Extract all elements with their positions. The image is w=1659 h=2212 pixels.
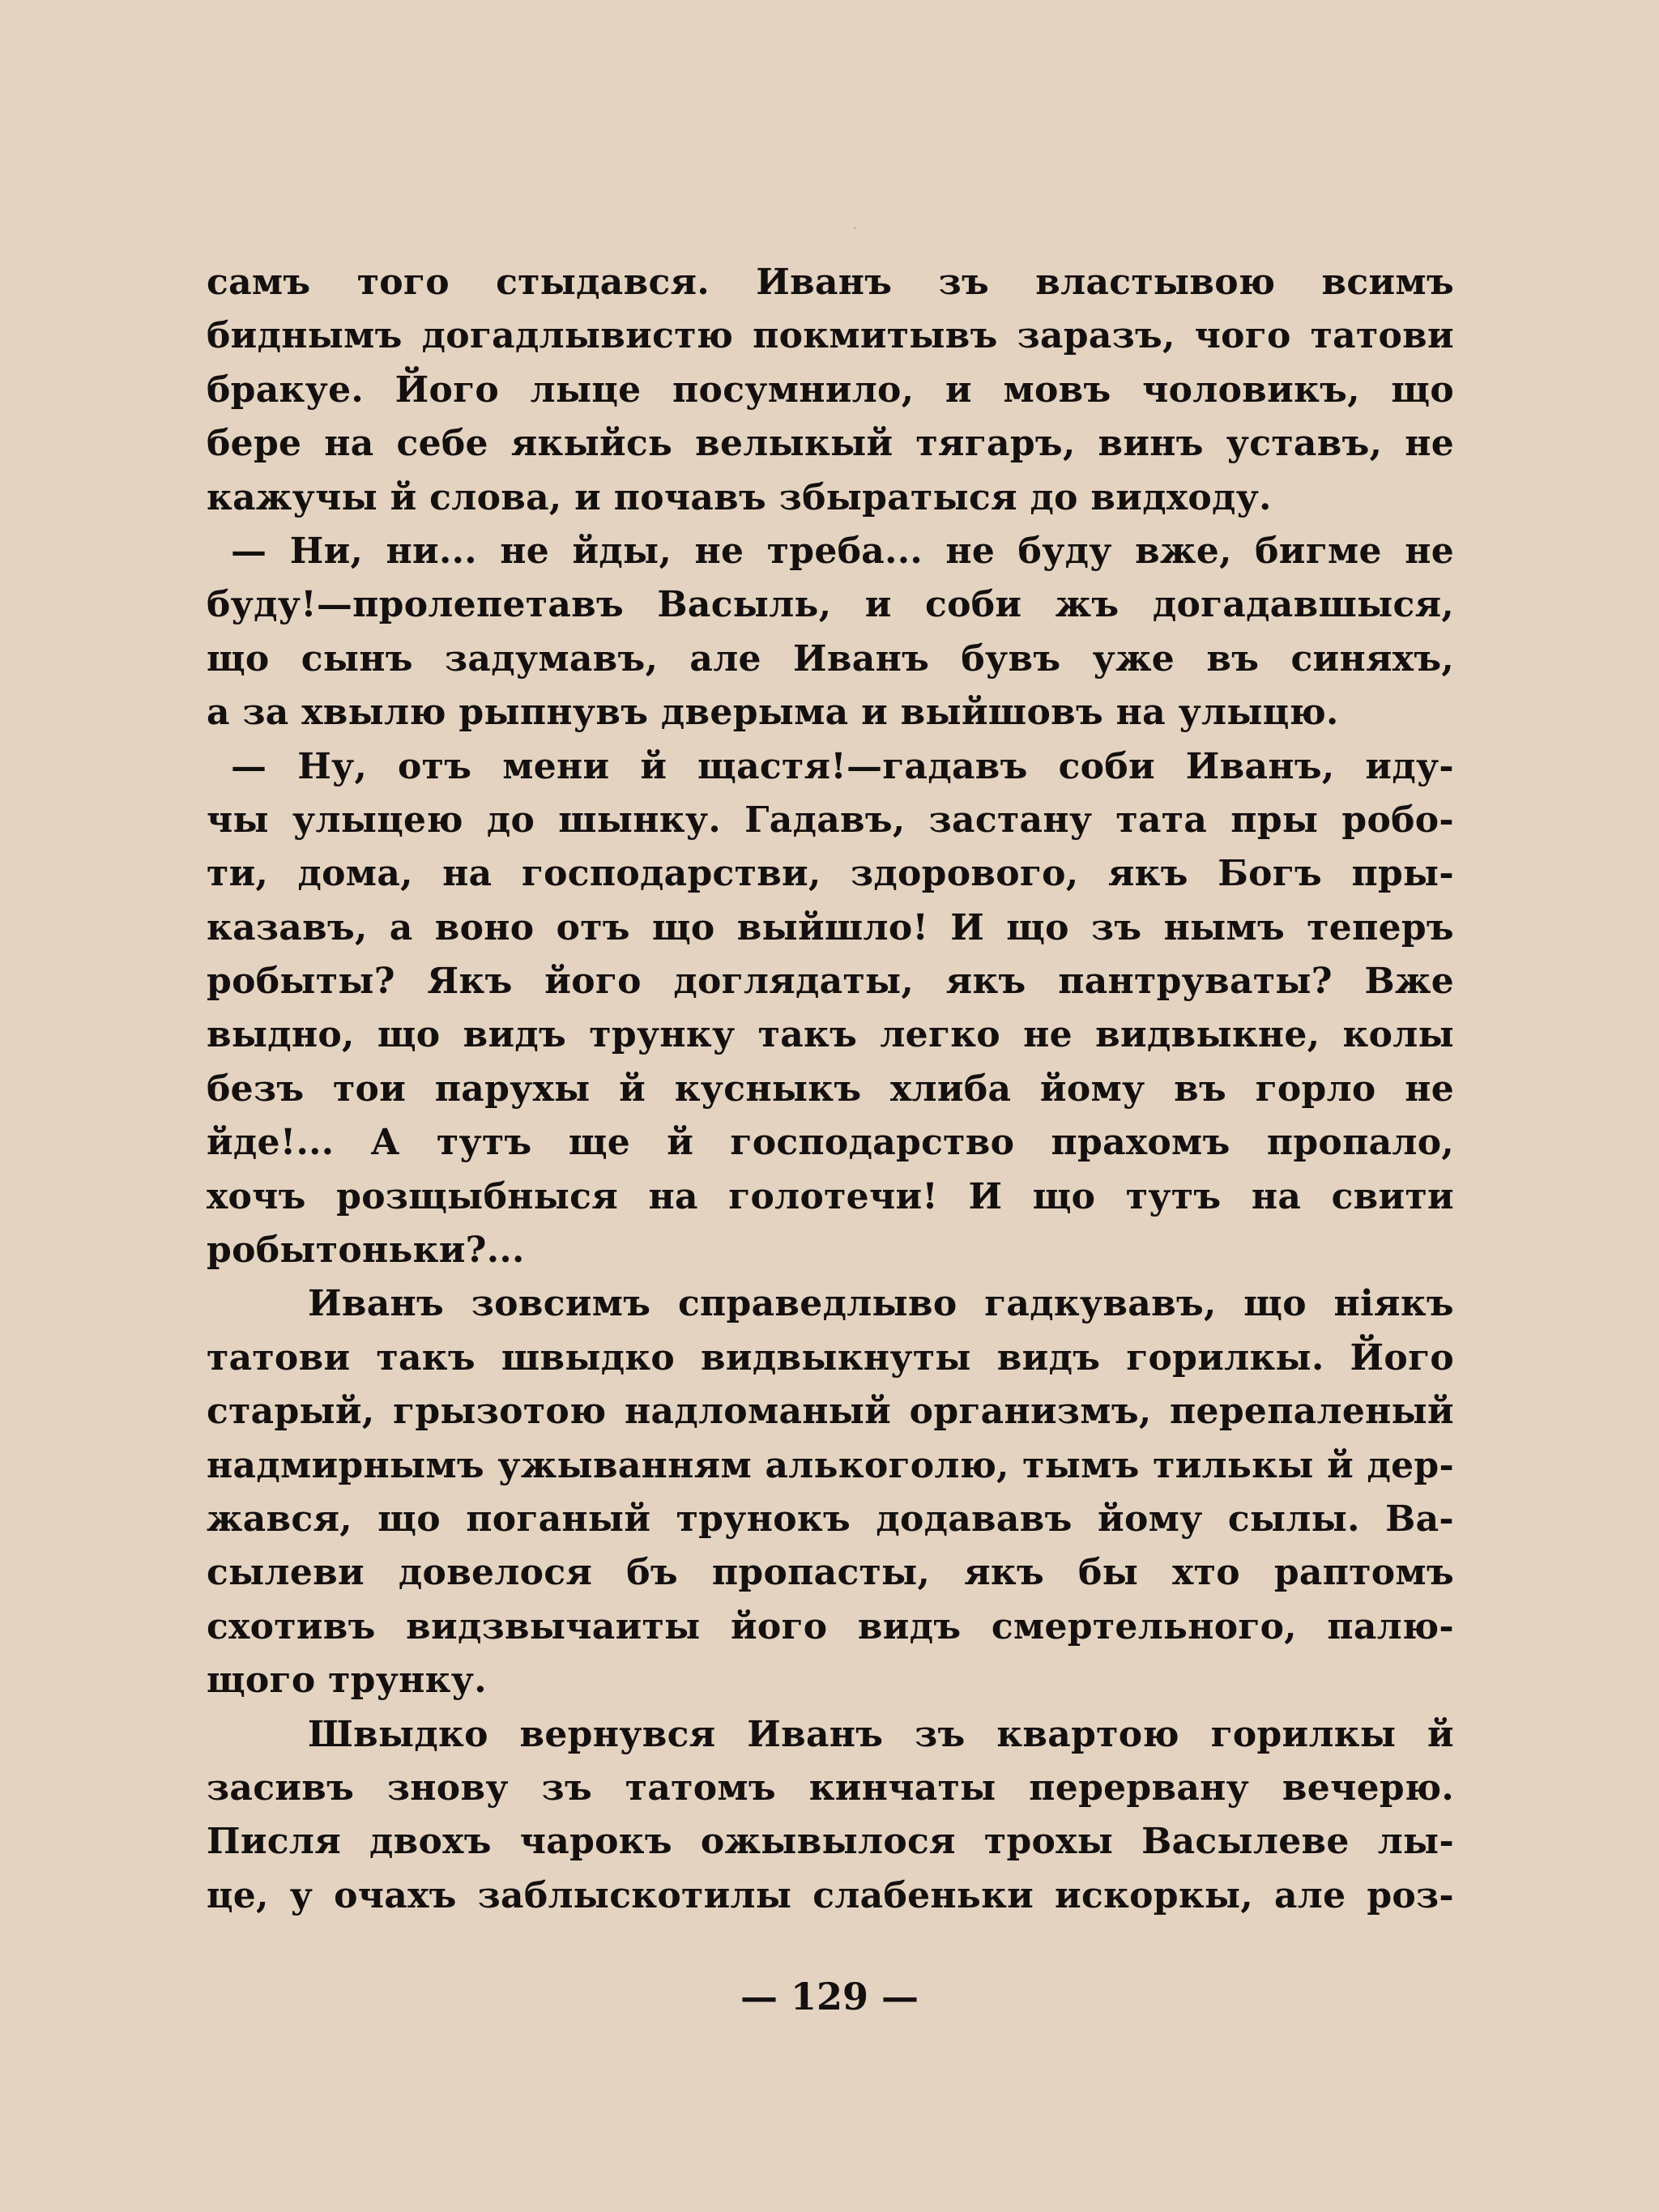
text-line: — Ну, отъ мени й щастя!—гадавъ соби Иванъ, иду- [231,745,1454,787]
paper-speck [854,227,856,229]
text-line: Швыдко вернувся Иванъ зъ квартою горилкы й [308,1713,1454,1755]
text-line: робытоньки?... [207,1230,525,1272]
text-line: — Ни, ни... не йды, не треба... не буду вже, бигме не [231,530,1454,572]
text-line: бере на себе якыйсь велыкый тягаръ, винъ уставъ, не [207,423,1454,465]
text-line: кажучы й слова, и почавъ збыратыся до видходу. [207,476,1272,518]
text-line: старый, грызотою надломаный организмъ, перепаленый [207,1391,1454,1433]
text-line: чы улыцею до шынку. Гадавъ, застану тата пры робо- [207,799,1454,841]
text-line: самъ того стыдався. Иванъ зъ властывою всимъ [207,262,1454,303]
text-line: выдно, що видъ трунку такъ легко не видвыкне, колы [207,1014,1454,1056]
text-line: йде!... А тутъ ще й господарство прахомъ пропало, [207,1122,1454,1164]
text-line: Писля двохъ чарокъ ожывылося трохы Васылеве лы- [207,1821,1454,1863]
text-line: ти, дома, на господарстви, здорового, якъ Богъ пры- [207,853,1454,895]
text-line: буду!—пролепетавъ Васыль, и соби жъ догадавшыся, [207,584,1454,626]
body-text [207,256,1454,1923]
text-line: казавъ, а воно отъ що выйшло! И що зъ нымъ теперъ [207,906,1454,948]
text-line: татови такъ швыдко видвыкнуты видъ горилкы. Його [207,1336,1454,1379]
text-line: жався, що поганый трунокъ додававъ йому сылы. Ва- [207,1498,1454,1540]
text-line: безъ тои парухы й кусныкъ хлиба йому въ горло не [207,1068,1454,1110]
text-line: схотивъ видзвычаиты його видъ смертельного, палю- [207,1605,1454,1647]
text-line: Иванъ зовсимъ справедлыво гадкувавъ, що ніякъ [308,1283,1454,1325]
text-line: биднымъ догадлывистю покмитывъ заразъ, чого татови [207,315,1454,357]
text-line: бракуе. Його лыце посумнило, и мовъ чоловикъ, що [207,369,1454,411]
text-line: це, у очахъ заблыскотилы слабеньки искоркы, але роз- [207,1874,1454,1916]
text-line: робыты? Якъ його доглядаты, якъ пантруваты? Вже [207,961,1454,1003]
page-number: — 129 — [740,1975,919,2018]
text-line: що сынъ задумавъ, але Иванъ бувъ уже въ синяхъ, [207,637,1454,680]
text-line: а за хвылю рыпнувъ дверыма и выйшовъ на улыцю. [207,692,1339,734]
text-line: сылеви довелося бъ пропасты, якъ бы хто раптомъ [207,1552,1454,1594]
text-line: щого трунку. [207,1660,487,1702]
text-line: надмирнымъ ужыванням алькоголю, тымъ тилькы й дер- [207,1444,1454,1486]
text-line: хочъ розщыбныся на голотечи! И що тутъ на свити [207,1175,1454,1217]
text-line: засивъ знову зъ татомъ кинчаты перервану вечерю. [207,1767,1454,1809]
